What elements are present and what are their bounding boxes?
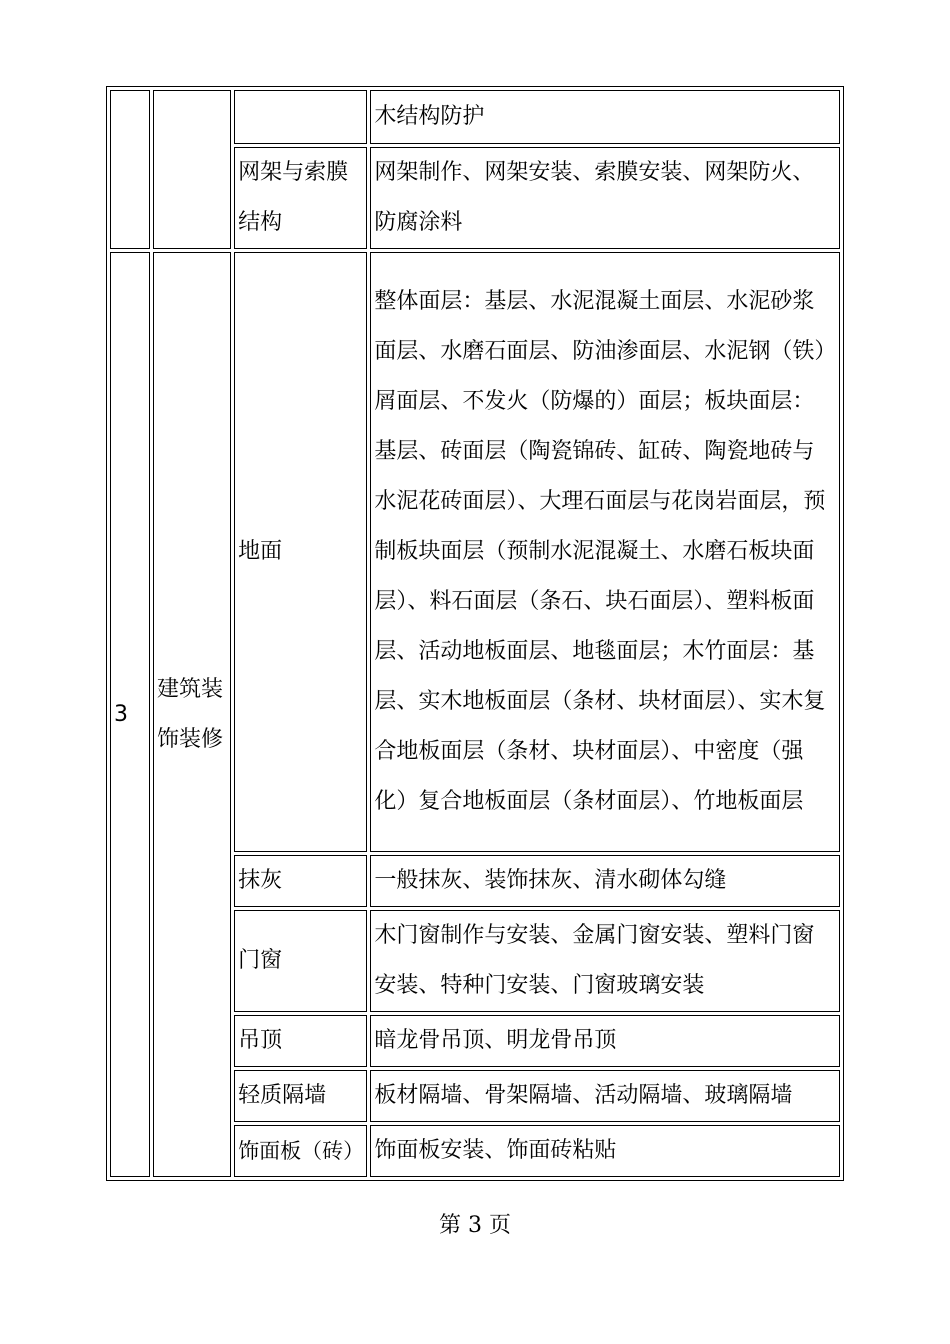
table-cell-subdivision: 饰面板（砖）	[234, 1125, 367, 1177]
table-cell-subdivision: 地面	[234, 252, 367, 852]
table-cell-items: 暗龙骨吊顶、明龙骨吊顶	[370, 1015, 840, 1067]
table-row	[110, 90, 840, 144]
table-cell-subdivision: 网架与索膜结构	[234, 147, 367, 249]
table-cell-items: 整体面层：基层、水泥混凝土面层、水泥砂浆面层、水磨石面层、防油渗面层、水泥钢（铁）屑面层、不发火（防爆的）面层；板块面层：基层、砖面层（陶瓷锦砖、缸砖、陶瓷地砖与水泥花砖面层）、大理石面层与花岗岩面层，预制板块面层（预制水泥混凝土、水磨石板块面层）、料石面层（条石、块石面层）、塑料板面层、活动地板面层、地毯面层；木竹面层：基层、实木地板面层（条材、块材面层）、实木复合地板面层（条材、块材面层）、中密度（强化）复合地板面层（条材面层）、竹地板面层	[370, 252, 840, 852]
table-cell-subdivision: 门窗	[234, 910, 367, 1012]
table-cell-number: 3	[110, 252, 150, 1177]
table-cell-items: 木门窗制作与安装、金属门窗安装、塑料门窗安装、特种门安装、门窗玻璃安装	[370, 910, 840, 1012]
table-cell-division: 建筑装饰装修	[153, 252, 231, 1177]
construction-division-table	[106, 86, 844, 1181]
table-cell-number	[110, 90, 150, 249]
table-cell-items: 饰面板安装、饰面砖粘贴	[370, 1125, 840, 1177]
table-cell-items: 网架制作、网架安装、索膜安装、网架防火、防腐涂料	[370, 147, 840, 249]
table-cell-division	[153, 90, 231, 249]
page-number: 第 3 页	[439, 1213, 511, 1238]
table-cell-subdivision	[234, 90, 367, 144]
table-cell-subdivision: 吊顶	[234, 1015, 367, 1067]
table-cell-subdivision: 轻质隔墙	[234, 1070, 367, 1122]
page-footer	[0, 1206, 950, 1246]
table-cell-items: 板材隔墙、骨架隔墙、活动隔墙、玻璃隔墙	[370, 1070, 840, 1122]
table-cell-items: 木结构防护	[370, 90, 840, 144]
table-row	[110, 252, 840, 852]
table-cell-items: 一般抹灰、装饰抹灰、清水砌体勾缝	[370, 855, 840, 907]
table-cell-subdivision: 抹灰	[234, 855, 367, 907]
